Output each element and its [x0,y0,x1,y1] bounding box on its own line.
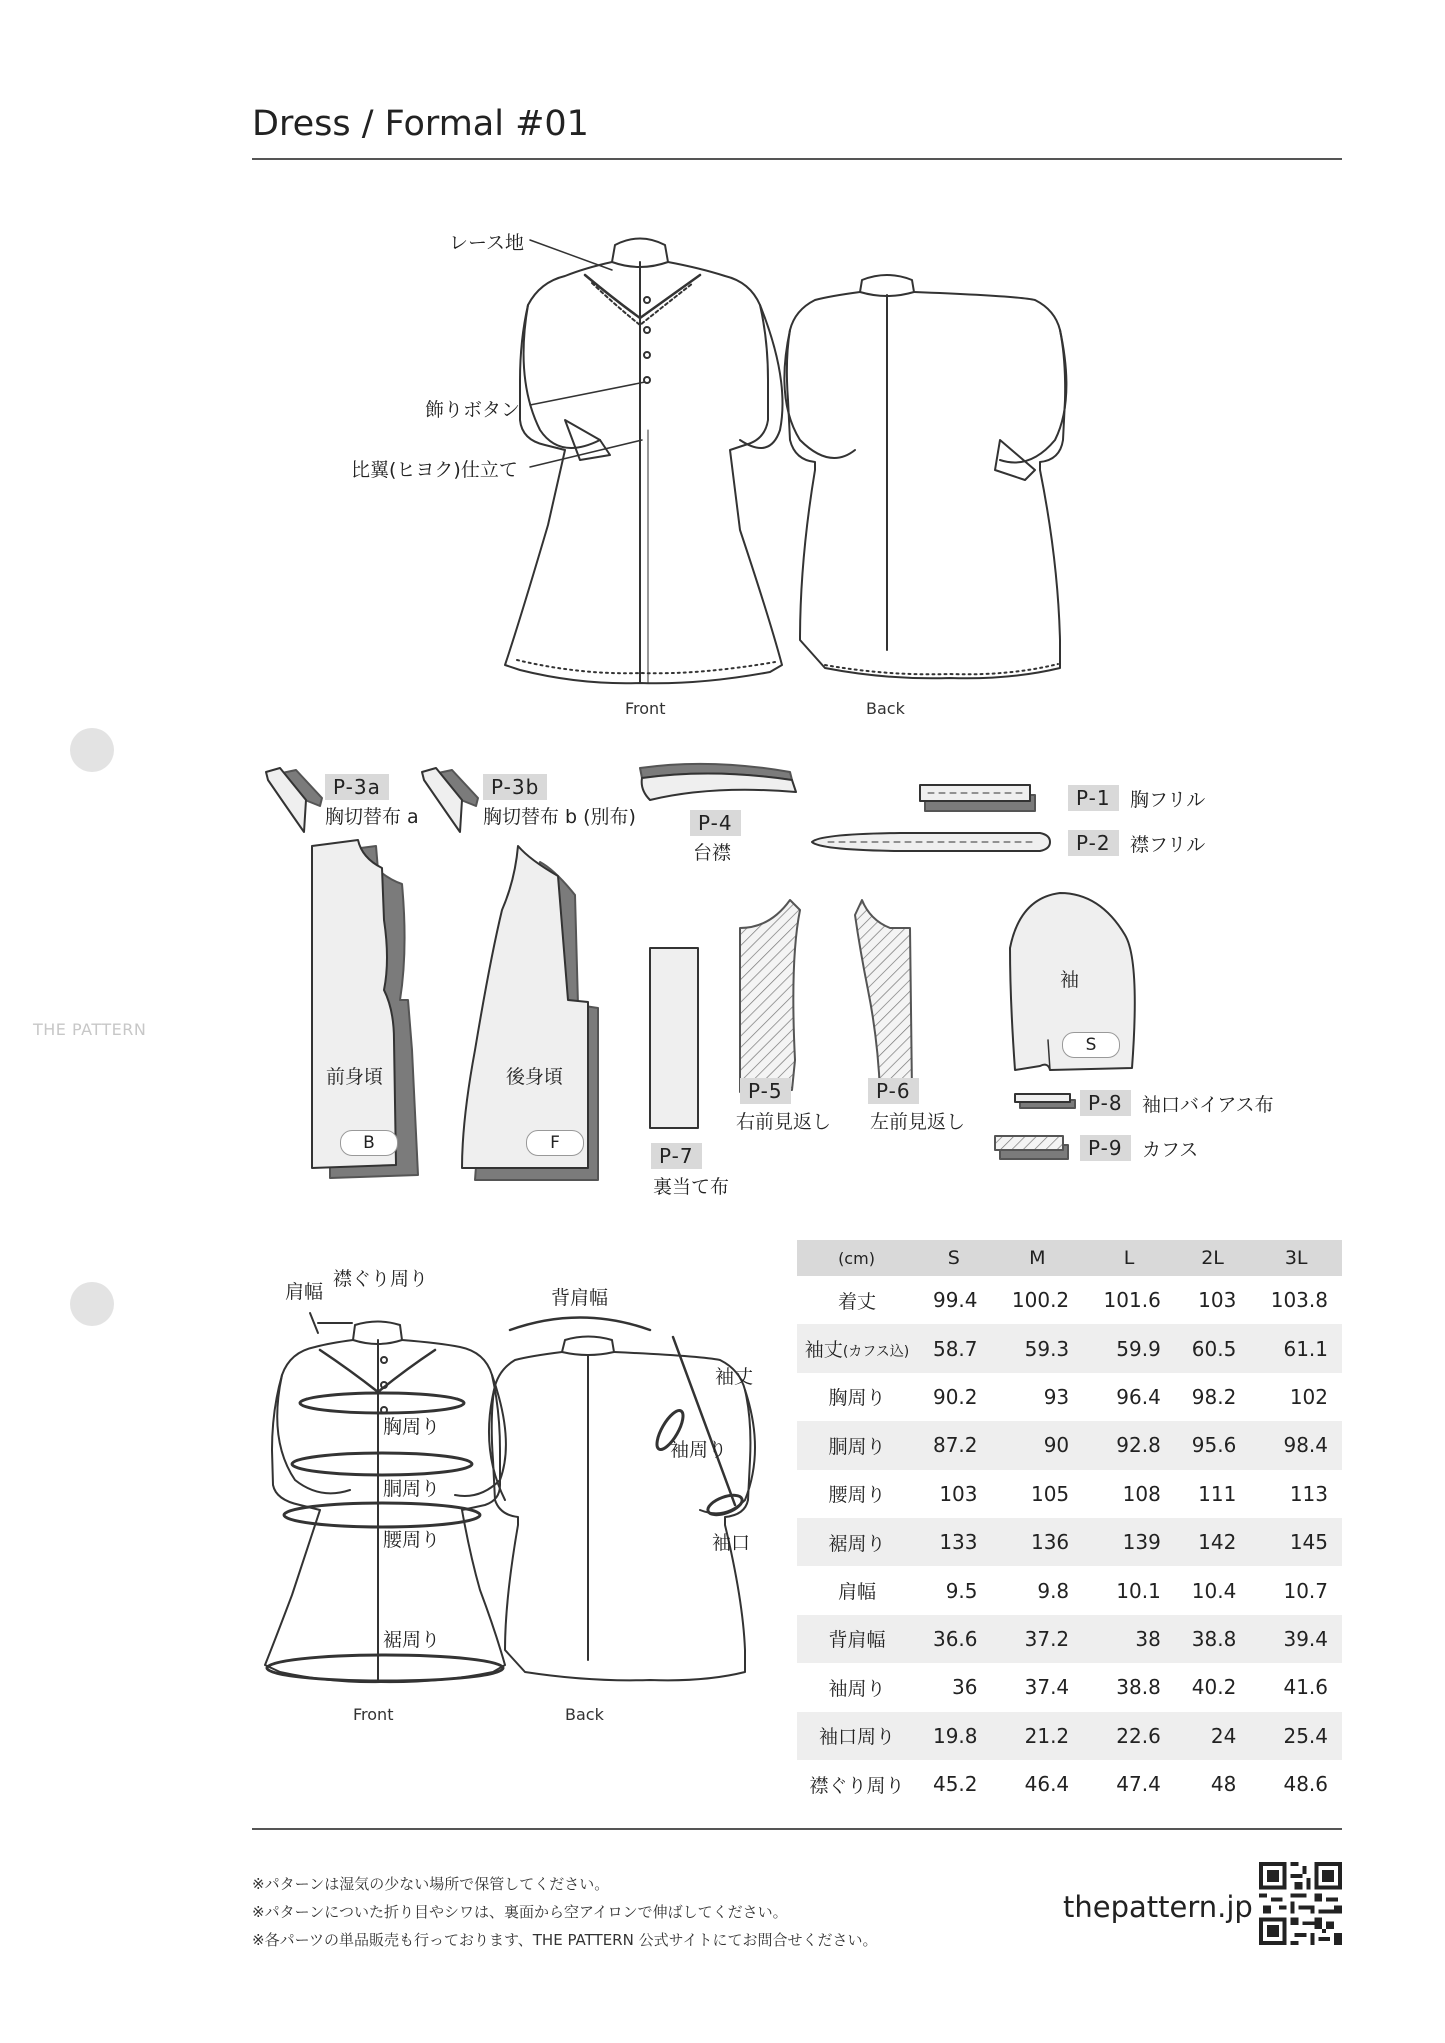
measurement-name-text: 背肩幅 [828,1629,886,1652]
size-value-cell: 92.8 [1083,1421,1175,1469]
measure-bicep-label: 袖周り [670,1439,728,1461]
size-value-cell: 38 [1083,1615,1175,1663]
piece-p9-shape [995,1136,1068,1159]
size-table-row [797,1518,1342,1566]
size-value-cell: 38.8 [1116,1675,1161,1700]
measure-hem-label: 裾周り [383,1629,441,1651]
size-header: 2L [1175,1240,1251,1276]
size-value-cell: 136 [992,1518,1084,1566]
sleeve-name: 袖 [1060,969,1080,991]
back-label-bottom: Back [565,1705,604,1724]
p4-name: 台襟 [693,842,732,864]
callout-fly-front: 比翼(ヒヨク)仕立て [351,459,518,481]
size-value-cell: 100.2 [1011,1288,1070,1313]
size-header: L [1083,1240,1175,1276]
p3b-code: P-3b [483,774,547,800]
size-value-cell: 139 [1083,1518,1175,1566]
size-value-cell: 41.6 [1283,1675,1328,1700]
front-body-name: 前身頃 [326,1066,384,1088]
p8-code: P-8 [1080,1090,1131,1116]
qr-code-icon[interactable] [1259,1862,1342,1945]
measurement-name [797,1615,916,1663]
size-value-cell: 113 [1289,1481,1328,1506]
piece-p7-shape [650,948,698,1128]
p4-code: P-4 [690,810,741,836]
front-label-bottom: Front [353,1705,394,1724]
size-header: 3L [1250,1240,1342,1276]
page-title: Dress / Formal #01 [252,104,589,144]
measurement-name [797,1760,916,1808]
size-table-row [797,1324,1342,1372]
piece-p8-shape [1015,1094,1075,1108]
measure-bust-label: 胸周り [383,1416,441,1438]
measurement-name-text: 袖丈 [804,1339,843,1362]
size-value-cell: 38.8 [1175,1615,1251,1663]
watermark: THE PATTERN [33,1020,147,1039]
size-value-cell: 90 [992,1421,1084,1469]
piece-front-body-shape [312,840,418,1178]
front-body-tag: B [340,1130,398,1156]
size-table [797,1240,1342,1808]
measurement-name-text: 腰周り [828,1484,886,1507]
back-dress-illustration [784,275,1066,678]
size-header: M [992,1240,1084,1276]
measurement-name [797,1324,916,1372]
back-body-name: 後身頃 [506,1066,564,1088]
size-value-cell: 10.7 [1283,1578,1328,1603]
size-table-row [797,1276,1342,1324]
sleeve-tag: S [1062,1032,1120,1058]
size-value-cell: 10.1 [1116,1578,1161,1603]
size-value-cell: 145 [1250,1518,1342,1566]
size-value-cell: 108 [1122,1481,1161,1506]
size-value-cell: 105 [1030,1481,1070,1506]
measure-hip-label: 腰周り [383,1529,441,1551]
size-value-cell: 48 [1210,1772,1237,1797]
size-value-cell: 96.4 [1116,1384,1161,1409]
size-value-cell: 21.2 [992,1712,1084,1760]
measurement-name [797,1421,916,1469]
size-value-cell: 46.4 [1024,1772,1070,1797]
measurement-name-text: 袖周り [828,1677,886,1700]
p8-name: 袖口バイアス布 [1142,1094,1274,1116]
size-table-row [797,1373,1342,1421]
footer-note: ※各パーツの単品販売も行っております、THE PATTERN 公式サイトにてお問合せください。 [252,1931,878,1949]
piece-p2-shape [812,833,1050,851]
p7-code: P-7 [651,1143,702,1169]
site-link[interactable]: thepattern.jp [1063,1890,1253,1924]
measurement-name [797,1712,916,1760]
size-value-cell: 9.8 [1037,1578,1070,1603]
p6-code: P-6 [868,1078,919,1104]
size-value-cell: 103 [939,1481,978,1506]
size-header: S [916,1240,992,1276]
size-value-cell: 101.6 [1103,1288,1161,1313]
p2-code: P-2 [1068,830,1119,856]
piece-p1-shape [920,785,1035,811]
back-body-tag: F [526,1130,584,1156]
size-value-cell: 36 [952,1675,978,1700]
size-table-header [797,1240,1342,1276]
size-value-cell: 19.8 [916,1712,992,1760]
p3a-name: 胸切替布 a [325,806,419,828]
size-value-cell: 102 [1289,1384,1328,1409]
size-value-cell: 40.2 [1191,1675,1237,1700]
piece-p6-shape [855,900,912,1092]
size-value-cell: 58.7 [916,1324,992,1372]
p9-code: P-9 [1080,1135,1131,1161]
size-table-row [797,1470,1342,1518]
p5-name: 右前見返し [736,1111,832,1133]
size-table-row [797,1663,1342,1711]
p6-name: 左前見返し [870,1111,966,1133]
measure-cuff-label: 袖口 [712,1532,751,1554]
measurement-name [797,1518,916,1566]
piece-p5-shape [740,900,800,1092]
callout-decorative-button: 飾りボタン [425,399,521,421]
size-value-cell: 22.6 [1083,1712,1175,1760]
size-value-cell: 87.2 [916,1421,992,1469]
size-table-row [797,1760,1342,1808]
p5-code: P-5 [740,1078,791,1104]
footer-divider [252,1828,1342,1830]
measurement-name [797,1663,916,1711]
measurement-name [797,1470,916,1518]
size-value-cell: 93 [1043,1384,1070,1409]
back-label-top: Back [866,699,905,718]
size-value-cell: 60.5 [1175,1324,1251,1372]
measurement-name-text: 肩幅 [837,1581,876,1604]
size-table-row [797,1615,1342,1663]
size-value-cell: 45.2 [932,1772,978,1797]
measurement-name-note: (カフス込) [842,1344,910,1361]
size-value-cell: 103 [1198,1288,1237,1313]
unit-header: (cm) [797,1240,916,1276]
measurement-name-text: 襟ぐり周り [809,1774,905,1797]
measurement-name-text: 胴周り [828,1435,886,1458]
size-value-cell: 61.1 [1250,1324,1342,1372]
measurement-name-text: 胸周り [828,1387,886,1410]
p1-name: 胸フリル [1130,789,1206,811]
size-value-cell: 90.2 [932,1384,978,1409]
size-value-cell: 47.4 [1116,1772,1161,1797]
front-dress-illustration [505,239,783,684]
piece-back-body-shape [462,846,598,1180]
p2-name: 襟フリル [1130,834,1206,856]
size-value-cell: 111 [1198,1481,1237,1506]
size-table-row [797,1566,1342,1614]
size-table-row [797,1712,1342,1760]
p3b-name: 胸切替布 b (別布) [483,806,636,828]
measurement-name [797,1566,916,1614]
size-value-cell: 37.4 [1024,1675,1070,1700]
measure-sleeve-length-label: 袖丈 [715,1366,754,1388]
size-value-cell: 48.6 [1283,1772,1328,1797]
size-value-cell: 133 [916,1518,992,1566]
size-value-cell: 95.6 [1175,1421,1251,1469]
measure-waist-label: 胴周り [383,1478,441,1500]
size-value-cell: 36.6 [916,1615,992,1663]
size-value-cell: 99.4 [932,1288,978,1313]
size-value-cell: 103.8 [1270,1288,1328,1313]
p9-name: カフス [1142,1139,1199,1161]
measure-neck-label: 襟ぐり周り [333,1268,429,1290]
size-value-cell: 25.4 [1250,1712,1342,1760]
footer-note: ※パターンは湿気の少ない場所で保管してください。 [252,1875,610,1893]
size-value-cell: 39.4 [1250,1615,1342,1663]
size-value-cell: 37.2 [992,1615,1084,1663]
measurement-name-text: 着丈 [837,1290,876,1313]
callout-lace: レース地 [449,232,525,254]
size-value-cell: 59.3 [992,1324,1084,1372]
size-value-cell: 142 [1175,1518,1251,1566]
measurement-name [797,1373,916,1421]
size-value-cell: 98.2 [1191,1384,1237,1409]
footer-note: ※パターンについた折り目やシワは、裏面から空アイロンで伸ばしてください。 [252,1903,788,1921]
piece-p4-shape [640,764,796,800]
piece-p3a-shape [266,768,322,832]
size-value-cell: 10.4 [1191,1578,1237,1603]
size-value-cell: 98.4 [1250,1421,1342,1469]
measurement-name-text: 袖口周り [818,1726,895,1749]
measurement-name [797,1276,916,1324]
p3a-code: P-3a [325,774,389,800]
measure-back-shoulder-label: 背肩幅 [551,1287,609,1309]
size-value-cell: 9.5 [945,1578,978,1603]
measure-shoulder-label: 肩幅 [285,1281,324,1303]
size-value-cell: 24 [1175,1712,1251,1760]
piece-p3b-shape [422,768,478,832]
p1-code: P-1 [1068,785,1119,811]
size-value-cell: 59.9 [1083,1324,1175,1372]
measurement-name-text: 裾周り [828,1532,886,1555]
front-label-top: Front [625,699,666,718]
p7-name: 裏当て布 [653,1176,730,1198]
size-table-row [797,1421,1342,1469]
